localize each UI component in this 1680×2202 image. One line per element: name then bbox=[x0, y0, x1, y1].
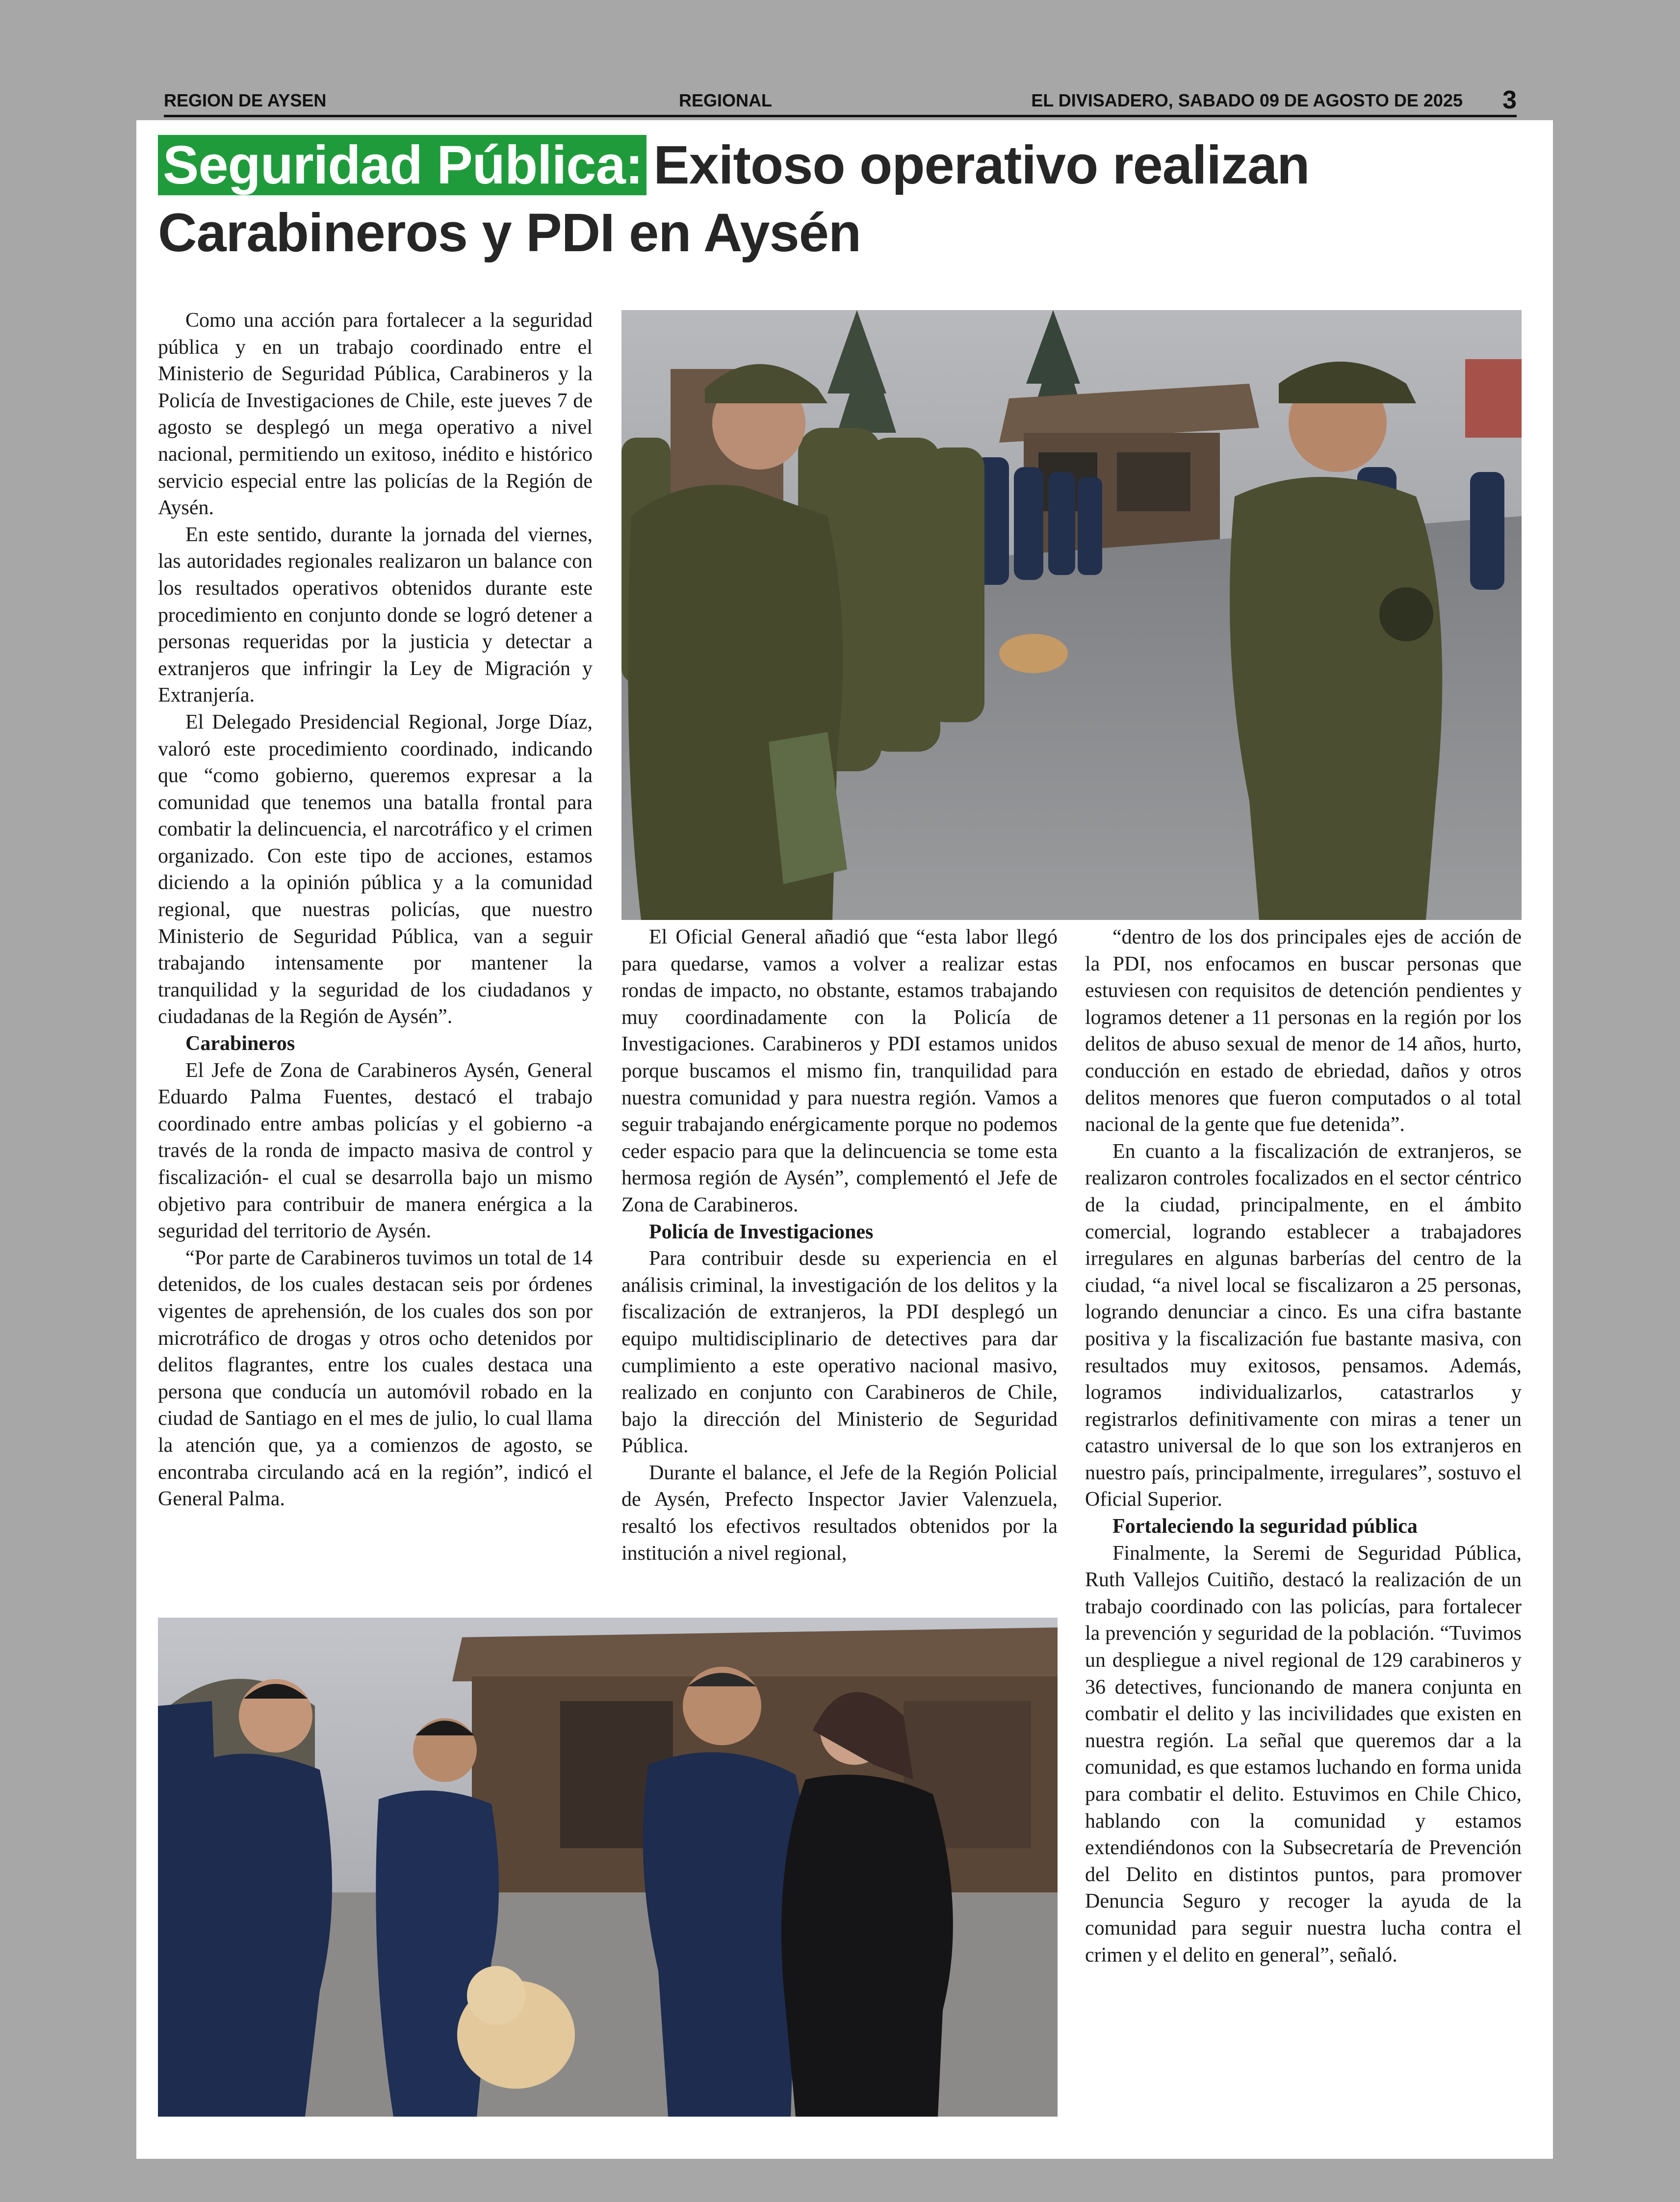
headline-kicker: Seguridad Pública: bbox=[158, 135, 646, 195]
article-column-3 bbox=[1085, 924, 1522, 1968]
headline-line-2: Carabineros y PDI en Aysén bbox=[158, 203, 861, 263]
photo-carabineros-formation bbox=[621, 310, 1522, 920]
article-column-1 bbox=[158, 307, 593, 1513]
paragraph: En este sentido, durante la jornada del viernes, las autoridades regionales realizaron un balance con los resultados operativos obtenidos durante este procedimiento en conjunto donde se logró detener a personas requeridas por la justicia y detectar a extranjeros que infringir la Ley de Migración y Extranjería. bbox=[158, 523, 593, 707]
paragraph: El Jefe de Zona de Carabineros Aysén, General Eduardo Palma Fuentes, destacó el trabajo coordinado entre ambas policías y el gobierno -a través de la ronda de impacto masiva de control y fiscalización- el cual se desarrolla bajo un mismo objetivo para contribuir de manera enérgica a la seguridad del territorio de Aysén. bbox=[158, 1059, 593, 1243]
paragraph: Para contribuir desde su experiencia en el análisis criminal, la investigación de los delitos y la fiscalización de extranjeros, la PDI desplegó un equipo multidisciplinario de detectives para dar cumplimiento a este operativo nacional masivo, realizado en conjunto con Carabineros de Chile, bajo la dirección del Ministerio de Seguridad Pública. bbox=[621, 1247, 1058, 1458]
section-label: REGION DE AYSEN bbox=[164, 90, 327, 110]
publication-date: EL DIVISADERO, SABADO 09 DE AGOSTO DE 2025 bbox=[1031, 90, 1463, 110]
photo-pdi-officers bbox=[158, 1618, 1058, 2117]
article-column-2 bbox=[621, 924, 1058, 1567]
paragraph: Durante el balance, el Jefe de la Región Policial de Aysén, Prefecto Inspector Javier Valenzuela, resaltó los efectivos resultados obtenidos por la institución a nivel regional, bbox=[621, 1461, 1058, 1565]
paragraph: Finalmente, la Seremi de Seguridad Pública, Ruth Vallejos Cuitiño, destacó la realización de un trabajo coordinado con las policías, para fortalecer la prevención y seguridad de la población. “Tuvimos un despliegue a nivel regional de 129 carabineros y 36 detectives, funcionando de manera conjunta en combatir el delito y las incivilidades que existen en nuestra región. La señal que queremos dar a la comunidad, es que estamos luchando en forma unida para combatir el delito. Estuvimos en Chile Chico, hablando con la comunidad y estamos extendiéndonos con la Subsecretaría de Prevención del Delito en distintos puntos, para promover Denuncia Seguro y recoger la ayuda de la comunidad para seguir nuestra lucha contra el crimen y el delito en general”, señaló. bbox=[1085, 1542, 1522, 1966]
subheading-carabineros: Carabineros bbox=[185, 1032, 295, 1055]
paragraph: “Por parte de Carabineros tuvimos un total de 14 detenidos, de los cuales destacan seis por órdenes vigentes de aprehensión, de los cuales dos son por microtráfico de drogas y otros ocho detenidos por delitos flagrantes, entre los cuales destaca una persona que conducía un automóvil robado en la ciudad de Santiago en el mes de julio, lo cual llama la atención que, ya a comienzos de agosto, se encontraba circulando acá en la región”, indicó el General Palma. bbox=[158, 1246, 593, 1511]
page-number: 3 bbox=[1502, 86, 1517, 114]
section-category: REGIONAL bbox=[679, 90, 773, 110]
subheading-seguridad: Fortaleciendo la seguridad pública bbox=[1112, 1515, 1418, 1538]
paragraph: “dentro de los dos principales ejes de acción de la PDI, nos enfocamos en buscar personas que estuviesen con requisitos de detención pendientes y logramos detener a 11 personas en la región por los delitos de abuso sexual de menor de 14 años, hurto, conducción en estado de ebriedad, daños y otros delitos menores que fueron computados o al total nacional de la gente que fue detenida”. bbox=[1085, 926, 1522, 1136]
article-headline bbox=[158, 131, 1522, 267]
paragraph: En cuanto a la fiscalización de extranjeros, se realizaron controles focalizados en el sector céntrico de la ciudad, principalmente, en el ámbito comercial, logrando establecer a trabajadores irregulares en algunas barberías del centro de la ciudad, “a nivel local se fiscalizaron a 25 personas, logrando denunciar a cinco. Es una cifra bastante positiva y la fiscalización fue bastante masiva, con resultados muy exitosos, pensamos. Además, logramos individualizarlos, catastrarlos y registrarlos definitivamente con miras a tener un catastro universal de lo que son los extranjeros en nuestro país, principalmente, irregulares”, sostuvo el Oficial Superior. bbox=[1085, 1140, 1522, 1511]
paragraph: El Oficial General añadió que “esta labor llegó para quedarse, vamos a volver a realizar estas rondas de impacto, no obstante, estamos trabajando muy coordinadamente con la Policía de Investigaciones. Carabineros y PDI estamos unidos porque buscamos el mismo fin, tranquilidad para nuestra comunidad y para nuestra región. Vamos a seguir trabajando enérgicamente porque no podemos ceder espacio para que la delincuencia se tome esta hermosa región de Aysén”, complementó el Jefe de Zona de Carabineros. bbox=[621, 926, 1058, 1216]
headline-line-1: Exitoso operativo realizan bbox=[653, 135, 1310, 195]
paragraph: Como una acción para fortalecer a la seguridad pública y en un trabajo coordinado entre el Ministerio de Seguridad Pública, Carabineros y la Policía de Investigaciones de Chile, este jueves 7 de agosto se desplegó un mega operativo a nivel nacional, permitiendo un exitoso, inédito e histórico servicio especial entre las policías de la Región de Aysén. bbox=[158, 309, 593, 520]
running-header bbox=[164, 87, 1517, 115]
subheading-pdi: Policía de Investigaciones bbox=[649, 1220, 874, 1243]
paragraph: El Delegado Presidencial Regional, Jorge Díaz, valoró este procedimiento coordinado, indicando que “como gobierno, queremos expresar a la comunidad que tenemos una batalla frontal para combatir la delincuencia, el narcotráfico y el crimen organizado. Con este tipo de acciones, estamos diciendo a la opinión pública y a la comunidad regional, que nuestras policías, que nuestro Ministerio de Seguridad Pública, van a seguir trabajando intensamente por mantener la tranquilidad y la seguridad de los ciudadanos y ciudadanas de la Región de Aysén”. bbox=[158, 710, 593, 1028]
header-rule bbox=[164, 115, 1517, 117]
